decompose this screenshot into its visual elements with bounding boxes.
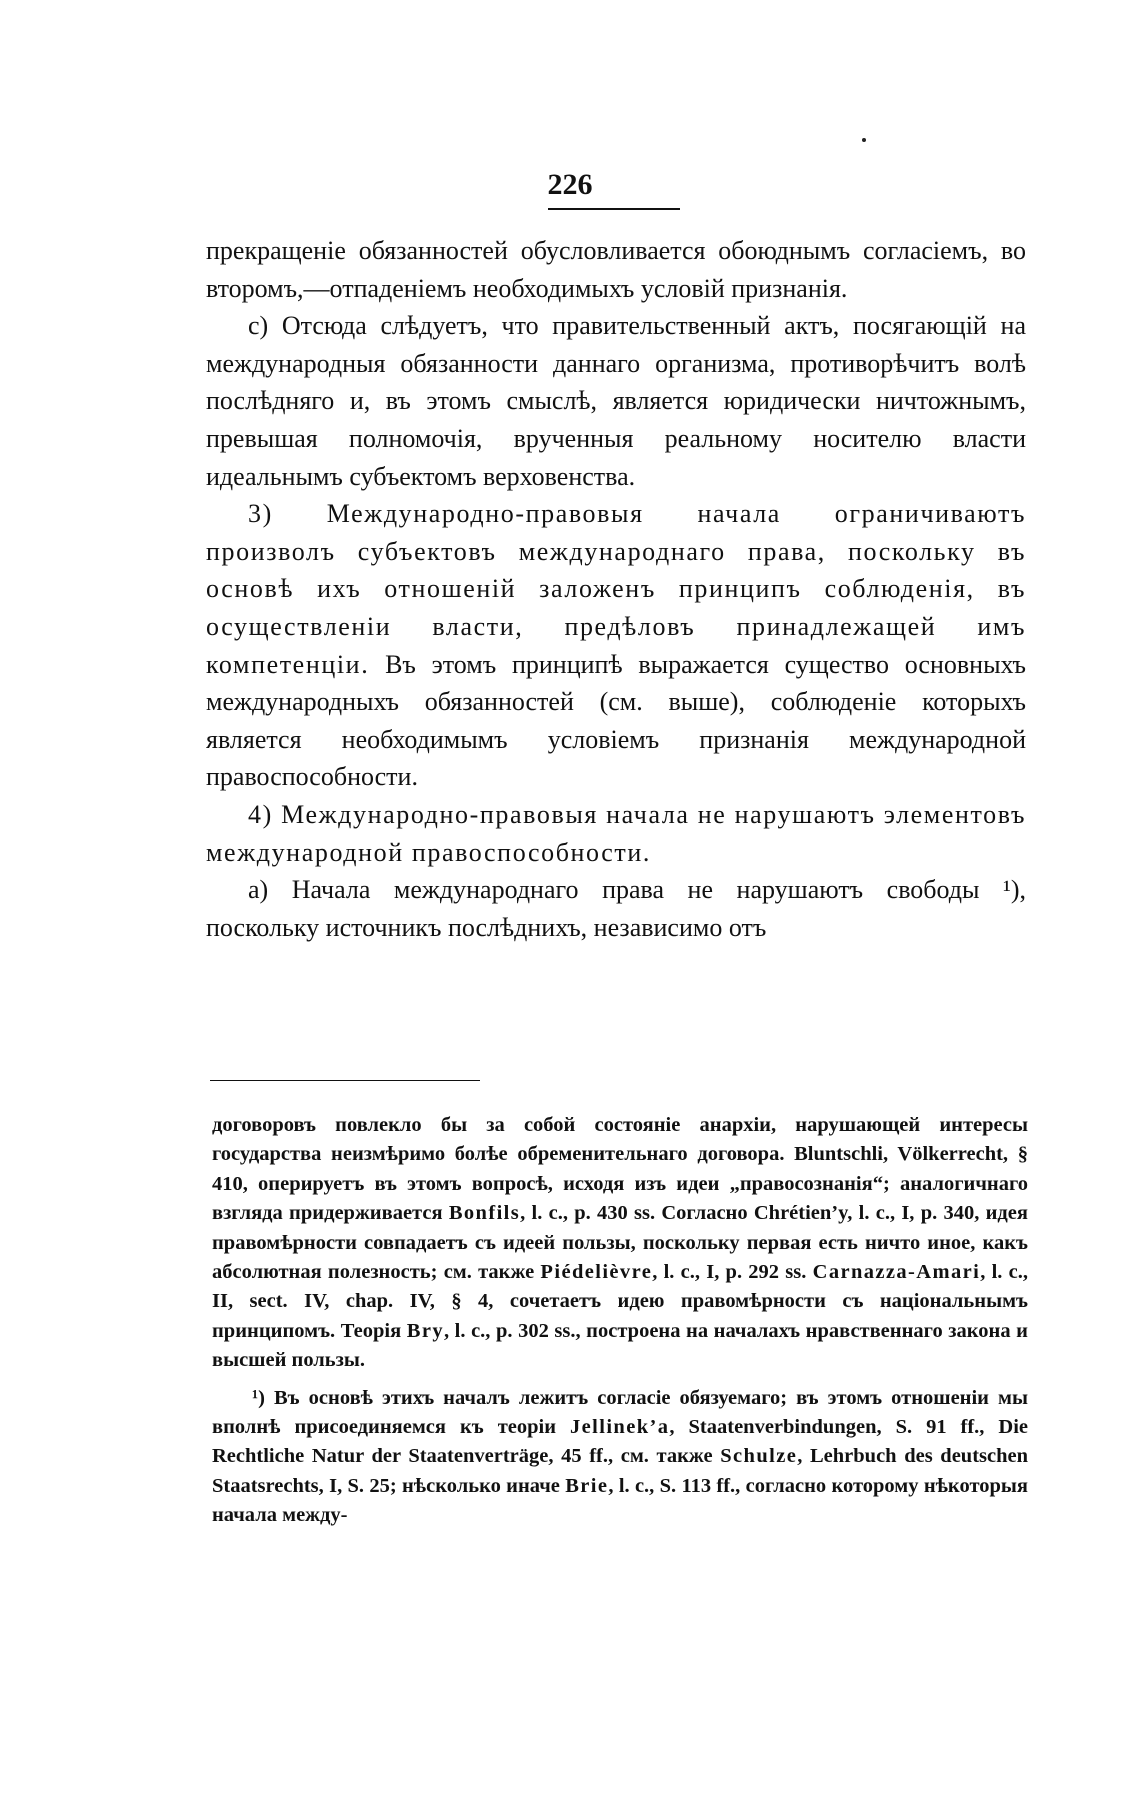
footnote-1-name-piedelievre: Piédelièvre [540,1261,653,1284]
footnote-1-name-carnazza: Carnazza-Amari [812,1261,981,1284]
paragraph-2: c) Отсюда слѣдуетъ, что правительственный актъ, посягающій на международныя обязанности даннаго организма, противорѣчитъ волѣ послѣдняго и, въ этомъ смыслѣ, является юридически ничтожнымъ, превышая полномочія, врученныя реальному носителю власти идеальнымъ субъектомъ верховенства. [206,311,1026,491]
footnote-1-text-e: , l. c., p. 302 ss., построена на началахъ нравственнаго закона и высшей пользы. [212,1319,1028,1372]
footnote-2-name-jellinek: Jellinek’a [570,1416,670,1439]
footnote-2-text-d: , l. c., S. 113 ff., согласно которому нѣкоторыя начала между- [212,1474,1028,1527]
footnote-1-text-d: , l. c., II, sect. IV, chap. IV, § 4, сочетаетъ идею правомѣрности съ національнымъ принципомъ. Теорія [212,1261,1028,1342]
footnote-2-text-c: , Lehrbuch des deutschen Staatsrechts, I, S. 25; нѣсколько иначе [212,1445,1028,1497]
footnote-2-text-a: ¹) Въ основѣ этихъ началъ лежитъ согласіе обязуемаго; въ этомъ отношеніи мы вполнѣ присоединяемся къ теоріи [212,1386,1028,1439]
page-number-rule [548,208,680,210]
footnote-2-name-brie: Brie [565,1474,609,1497]
footnote-1 [212,1384,1028,1531]
paragraph-3-spaced: 3) Международно-правовыя начала ограничиваютъ произволъ субъектовъ международнаго права, поскольку въ основѣ ихъ отношеній заложенъ принципъ соблюденія, въ осуществленіи власти, предѣловъ принадлежащей имъ компетенціи. [206,499,1026,679]
footnotes [212,1111,1028,1539]
paragraph-5: a) Начала международнаго права не нарушаютъ свободы ¹), поскольку источникъ послѣднихъ, независимо отъ [206,875,1026,942]
footnote-2-name-schulze: Schulze [720,1445,798,1468]
footnote-1-text-a: договоровъ повлекло бы за собой состояніе анархіи, нарушающей интересы государства неизмѣримо болѣе обременительнаго договора. Bluntschli, Völkerrecht, § 410, оперируетъ въ этомъ вопросѣ, исходя изъ идеи „правосознанія“; аналогичнаго взгляда придерживается [212,1114,1028,1225]
paragraph-4: 4) Международно-правовыя начала не нарушаютъ элементовъ международной правоспособности. [206,799,1026,867]
paragraph-3-rest: Въ этомъ принципѣ выражается существо основныхъ международныхъ обязанностей (см. выше), соблюденіе которыхъ является необходимымъ условіемъ признанія международной правоспособности. [206,649,1026,792]
main-text [206,232,1026,946]
speck-top [862,138,866,142]
footnote-continued [212,1111,1028,1376]
footnote-1-text-b: , l. c., p. 430 ss. Согласно Chrétien’y, l. c., I, p. 340, идея правомѣрности совпадаетъ съ идеей пользы, поскольку первая есть ничто иное, какъ абсолютная полезность; см. также [212,1202,1028,1284]
footnote-1-name-bry: Bry [406,1319,444,1342]
footnote-1-text-c: , l. c., I, p. 292 ss. [652,1261,813,1284]
footnote-1-name-bonfils: Bonfils [448,1202,521,1225]
footnote-2-text-b: , Staatenverbindungen, S. 91 ff., Die Rechtliche Natur der Staatenverträge, 45 ff., см. также [212,1416,1029,1468]
footnote-rule [210,1080,480,1081]
paragraph-3 [206,495,1026,796]
paragraph-1: прекращеніе обязанностей обусловливается обоюднымъ согласіемъ, во второмъ,—отпаденіемъ необходимыхъ условій признанія. [206,236,1026,303]
page-number: 226 [547,168,593,201]
